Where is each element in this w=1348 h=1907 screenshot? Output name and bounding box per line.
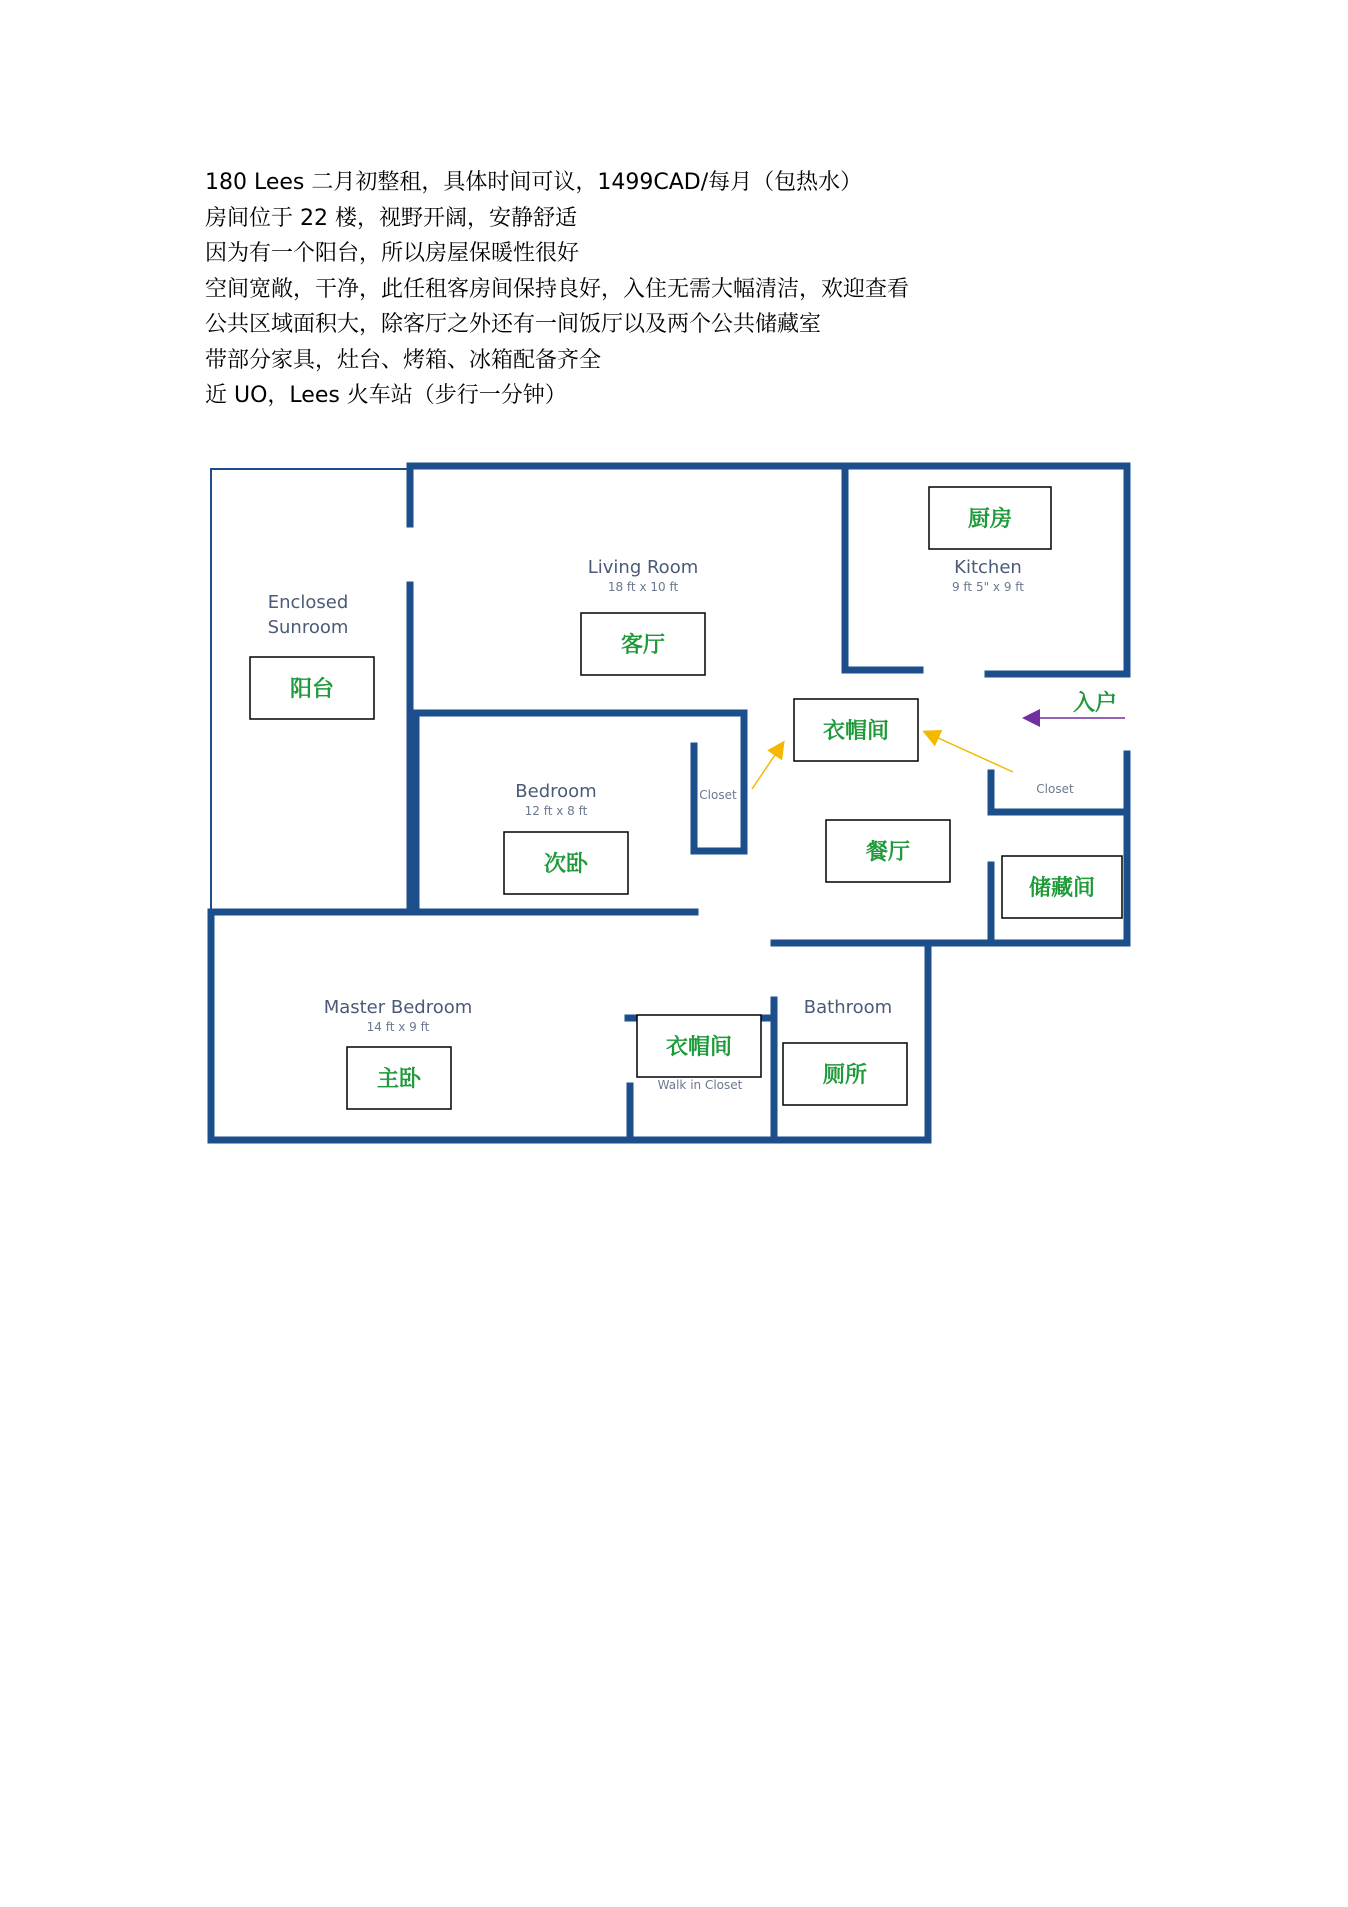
label-living-text: 客厅 [620,633,666,658]
description-line: 因为有一个阳台，所以房屋保暖性很好 [205,241,580,266]
kitchen-name: Kitchen [954,557,1022,578]
label-closet-entry-text: 衣帽间 [822,719,890,744]
bedroom-dims: 12 ft x 8 ft [524,804,588,818]
sunroom-name-line2: Sunroom [267,617,349,638]
label-walkin [637,1015,761,1077]
label-storage [1002,856,1122,918]
label-master [347,1047,451,1109]
master-bedroom-dims: 14 ft x 9 ft [366,1020,430,1034]
label-storage-text: 储藏间 [1028,876,1096,901]
living-room-dims: 18 ft x 10 ft [607,580,679,594]
closet-arrow-right [925,732,1013,772]
bedroom-name: Bedroom [515,781,597,802]
label-living [581,613,705,675]
description-line: 带部分家具，灶台、烤箱、冰箱配备齐全 [205,347,602,373]
sunroom-name: Enclosed [267,592,349,613]
description-line: 空间宽敞，干净，此任租客房间保持良好，入住无需大幅清洁，欢迎查看 [205,276,910,302]
closet-entry-name: Closet [1036,782,1074,796]
label-master-text: 主卧 [376,1067,422,1092]
label-bathroom-text: 厕所 [822,1063,868,1088]
closet-small-name: Closet [699,788,737,802]
label-closet-entry [794,699,918,761]
closet-arrow-left [752,743,783,789]
bathroom-name: Bathroom [803,997,893,1018]
label-kitchen-text: 厨房 [967,507,1013,532]
label-bedroom [504,832,628,894]
label-kitchen [929,487,1051,549]
kitchen-dims: 9 ft 5" x 9 ft [951,580,1025,594]
label-sunroom [250,657,374,719]
description-line: 近 UO，Lees 火车站（步行一分钟） [205,383,567,408]
label-entry-text: 入户 [1072,691,1118,716]
label-bathroom [783,1043,907,1105]
label-sunroom-text: 阳台 [289,677,335,702]
walkin-closet-name: Walk in Closet [657,1078,743,1092]
description-line: 公共区域面积大，除客厅之外还有一间饭厅以及两个公共储藏室 [205,312,822,337]
description-line: 180 Lees 二月初整租，具体时间可议，1499CAD/每月（包热水） [205,170,863,195]
description-line: 房间位于 22 楼，视野开阔，安静舒适 [205,205,577,231]
label-walkin-text: 衣帽间 [665,1035,733,1060]
master-bedroom-name: Master Bedroom [323,997,473,1018]
label-bedroom-text: 次卧 [543,852,589,877]
living-room-name: Living Room [587,557,699,578]
label-dining-text: 餐厅 [865,840,911,865]
label-dining [826,820,950,882]
